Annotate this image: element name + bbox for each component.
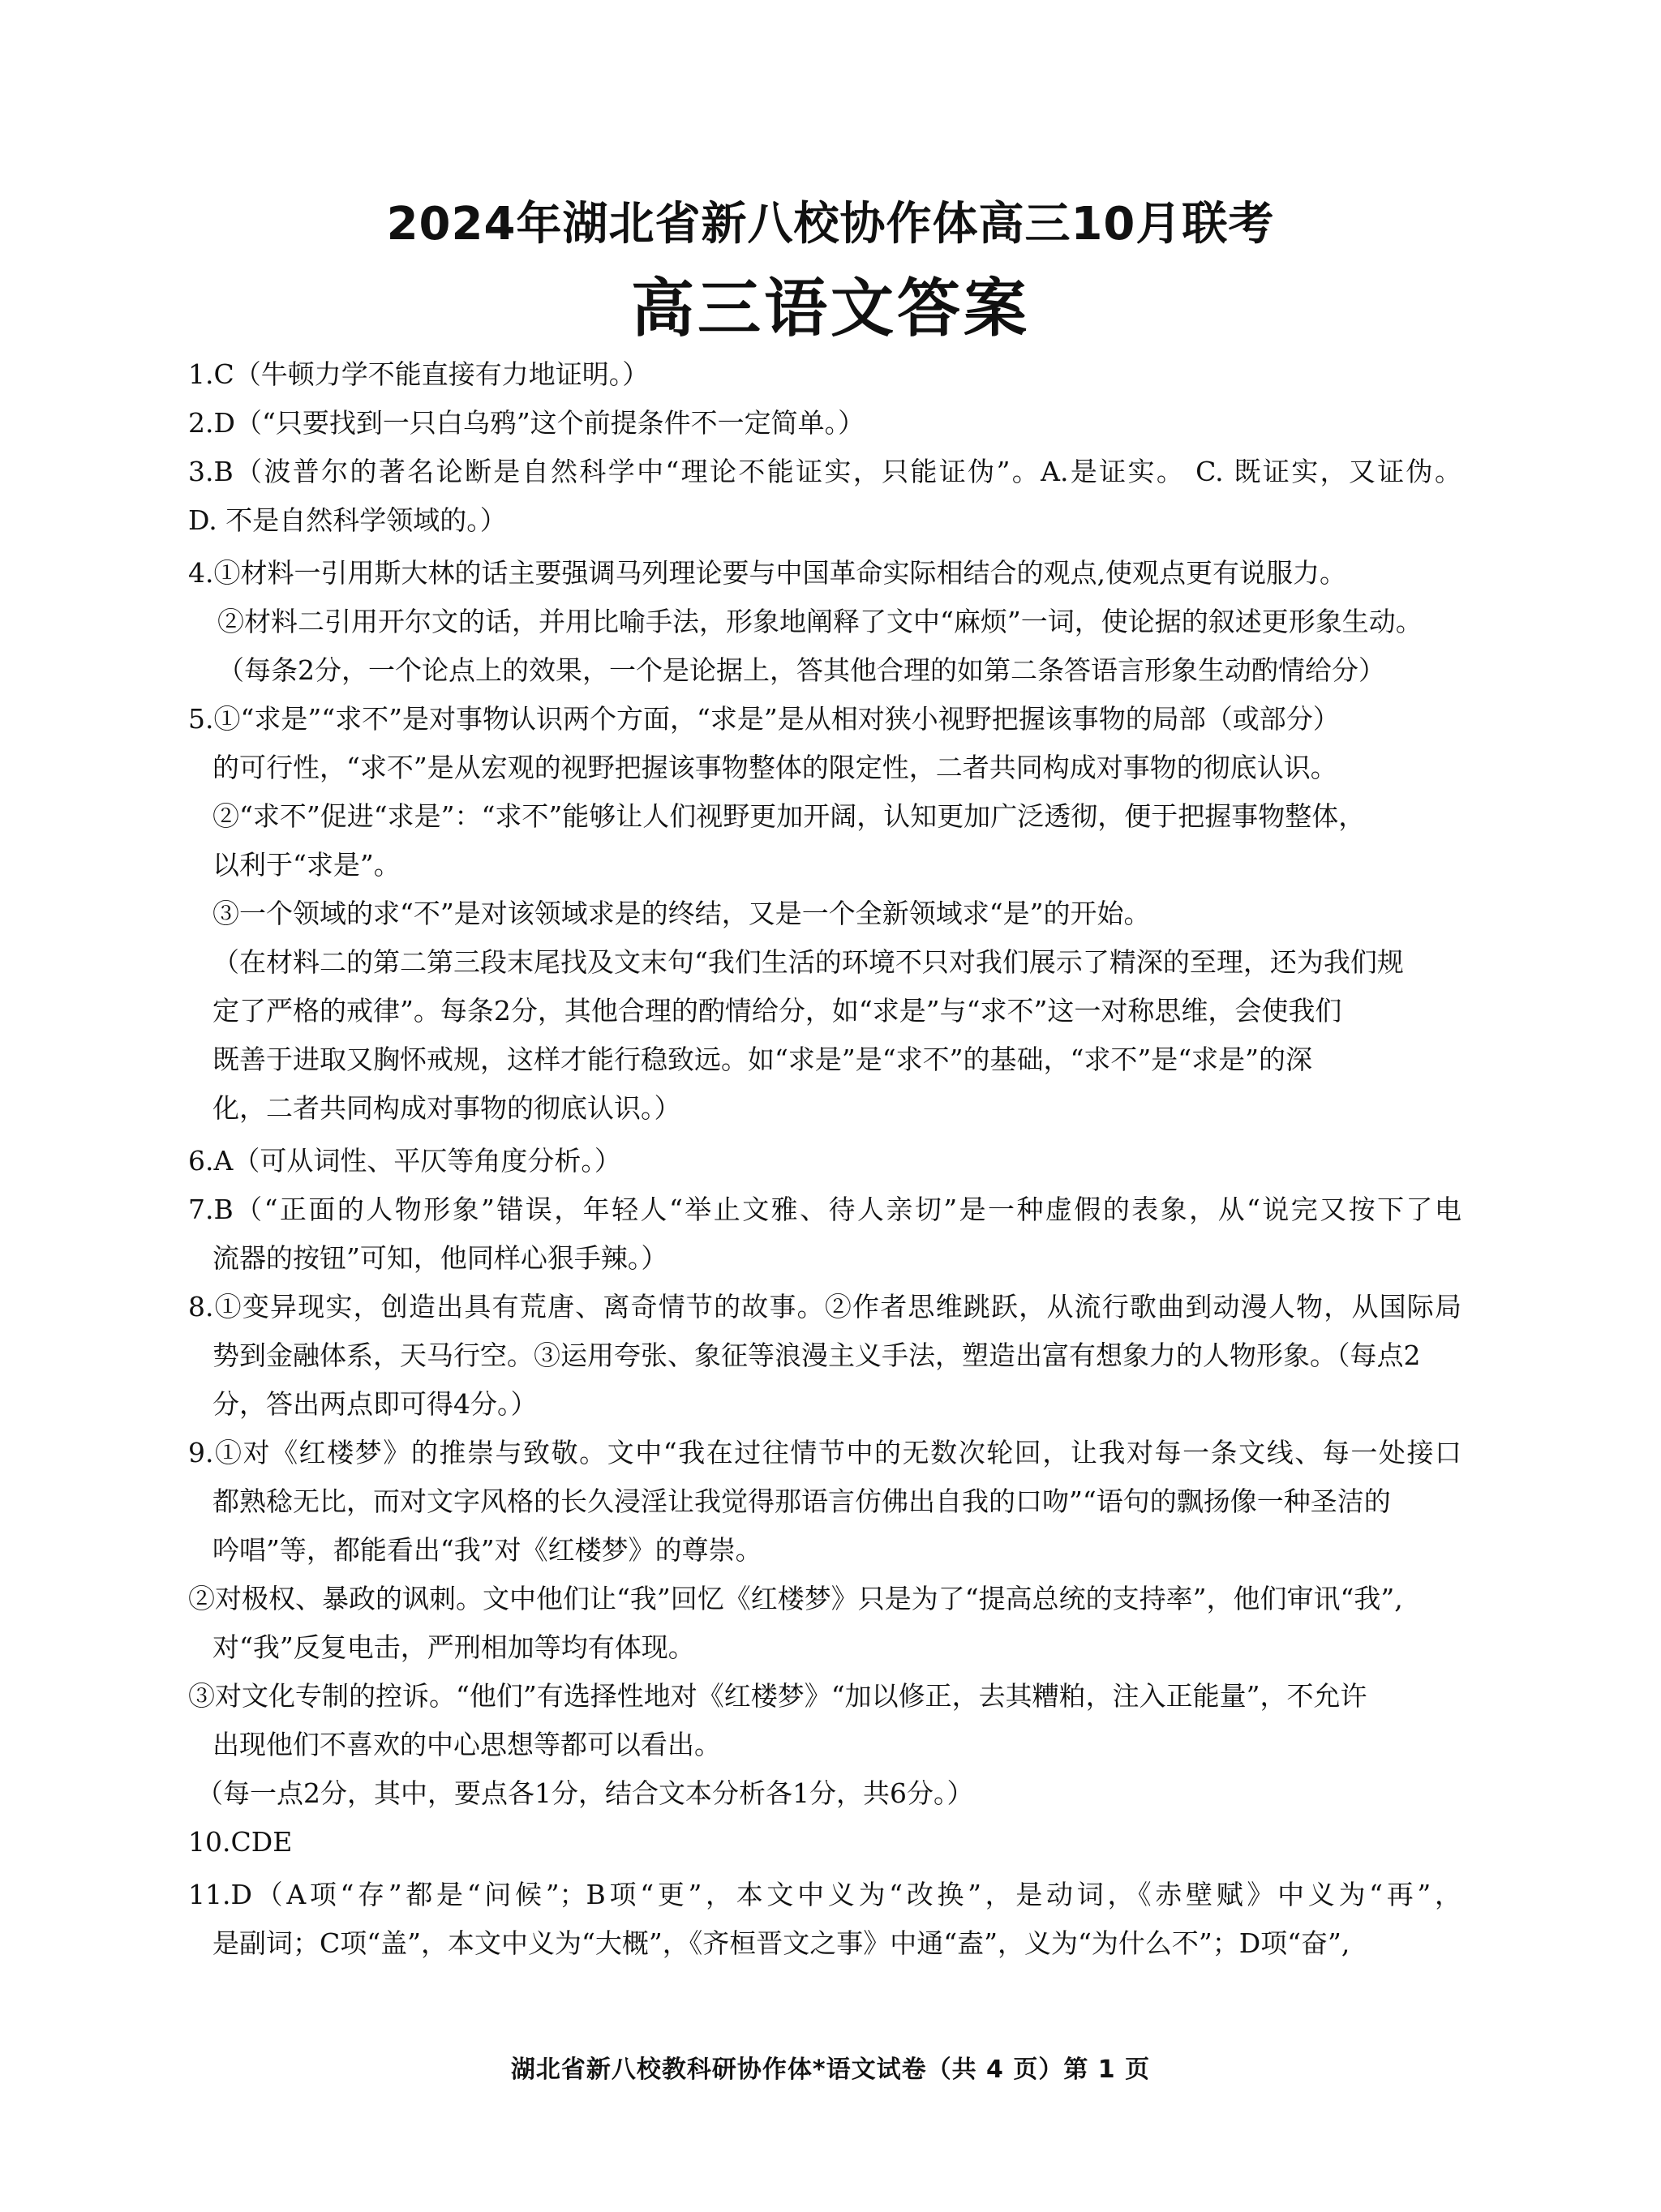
- answer-4-line-1: 4.①材料一引用斯大林的话主要强调马列理论要与中国革命实际相结合的观点,使观点更有说服力。: [188, 557, 1346, 589]
- answer-8-line-3: 分，答出两点即可得4分。）: [212, 1388, 538, 1420]
- answer-7-line-1: 7.B（“正面的人物形象”错误，年轻人“举止文雅、待人亲切”是一种虚假的表象，从“说完又按下了电: [188, 1194, 1461, 1225]
- answer-9-line-4: ②对极权、暴政的讽刺。文中他们让“我”回忆《红楼梦》只是为了“提高总统的支持率”，他们审讯“我”,: [188, 1583, 1403, 1614]
- answer-3-line-1: 3.B（波普尔的著名论断是自然科学中“理论不能证实，只能证伪”。A.是证实。 C. 既证实，又证伪。: [188, 456, 1461, 487]
- answer-5-line-4: 以利于“求是”。: [212, 849, 401, 881]
- answer-9-line-2: 都熟稔无比，而对文字风格的长久浸淫让我觉得那语言仿佛出自我的口吻”“语句的飘扬像一种圣洁的: [212, 1485, 1391, 1517]
- answer-2: 2.D（“只要找到一只白乌鸦”这个前提条件不一定简单。）: [188, 407, 865, 439]
- answer-4-line-2: ②材料二引用开尔文的话，并用比喻手法，形象地阐释了文中“麻烦”一词，使论据的叙述更形象生动。: [217, 606, 1423, 637]
- page-title: 高三语文答案: [630, 272, 1030, 345]
- page-footer: 湖北省新八校教科研协作体*语文试卷（共 4 页）第 1 页: [510, 2056, 1151, 2084]
- answer-5-line-1: 5.①“求是”“求不”是对事物认识两个方面，“求是”是从相对狭小视野把握该事物的局部（或部分）: [188, 703, 1340, 735]
- answer-10: 10.CDE: [188, 1826, 293, 1858]
- answer-9-line-8: （每一点2分，其中，要点各1分，结合文本分析各1分，共6分。）: [196, 1777, 974, 1809]
- answer-6: 6.A（可从词性、平仄等角度分析。）: [188, 1145, 621, 1177]
- answer-11-line-1: 11.D（A项“存”都是“问候”；B项“更”，本文中义为“改换”，是动词，《赤壁赋》中义为“再”，: [188, 1879, 1461, 1910]
- answer-3-line-2: D. 不是自然科学领域的。）: [188, 504, 507, 536]
- answer-9-line-6: ③对文化专制的控诉。“他们”有选择性地对《红楼梦》“加以修正，去其糟粕，注入正能量”，不允许: [188, 1680, 1367, 1712]
- answer-5-line-3: ②“求不”促进“求是”：“求不”能够让人们视野更加开阔，认知更加广泛透彻，便于把握事物整体，: [212, 800, 1366, 832]
- answer-list: [188, 354, 1461, 1964]
- answer-5-line-6: （在材料二的第二第三段末尾找及文末句“我们生活的环境不只对我们展示了精深的至理，还为我们规: [212, 946, 1404, 978]
- answer-8-line-2: 势到金融体系，天马行空。③运用夸张、象征等浪漫主义手法，塑造出富有想象力的人物形象。（每点2: [212, 1340, 1421, 1371]
- answer-9-line-7: 出现他们不喜欢的中心思想等都可以看出。: [212, 1729, 721, 1760]
- answer-5-line-7: 定了严格的戒律”。每条2分，其他合理的酌情给分，如“求是”与“求不”这一对称思维，会使我们: [212, 995, 1342, 1027]
- answer-8-line-1: 8.①变异现实，创造出具有荒唐、离奇情节的故事。②作者思维跳跃，从流行歌曲到动漫人物，从国际局: [188, 1291, 1461, 1322]
- answer-5-line-8: 既善于进取又胸怀戒规，这样才能行稳致远。如“求是”是“求不”的基础，“求不”是“求是”的深: [212, 1044, 1312, 1075]
- answer-5-line-5: ③一个领域的求“不”是对该领域求是的终结，又是一个全新领域求“是”的开始。: [212, 898, 1151, 929]
- answer-5-line-2: 的可行性，“求不”是从宏观的视野把握该事物整体的限定性，二者共同构成对事物的彻底认识。: [212, 752, 1337, 783]
- answer-4-line-3: （每条2分，一个论点上的效果，一个是论据上，答其他合理的如第二条答语言形象生动酌情给分）: [217, 654, 1385, 686]
- answer-5-line-9: 化，二者共同构成对事物的彻底认识。）: [212, 1092, 681, 1124]
- exam-title: 2024年湖北省新八校协作体高三10月联考: [386, 198, 1275, 251]
- answer-7-line-2: 流器的按钮”可知，他同样心狠手辣。）: [212, 1242, 668, 1274]
- answer-9-line-3: 吟唱”等，都能看出“我”对《红楼梦》的尊崇。: [212, 1534, 762, 1566]
- answer-1: 1.C（牛顿力学不能直接有力地证明。）: [188, 358, 650, 390]
- answer-9-line-5: 对“我”反复电击，严刑相加等均有体现。: [212, 1631, 695, 1663]
- answer-11-line-2: 是副词；C项“盖”，本文中义为“大概”，《齐桓晋文之事》中通“盍”，义为“为什么不”；D项“奋”,: [212, 1927, 1350, 1959]
- answer-9-line-1: 9.①对《红楼梦》的推崇与致敬。文中“我在过往情节中的无数次轮回，让我对每一条文线、每一处接口: [188, 1437, 1461, 1468]
